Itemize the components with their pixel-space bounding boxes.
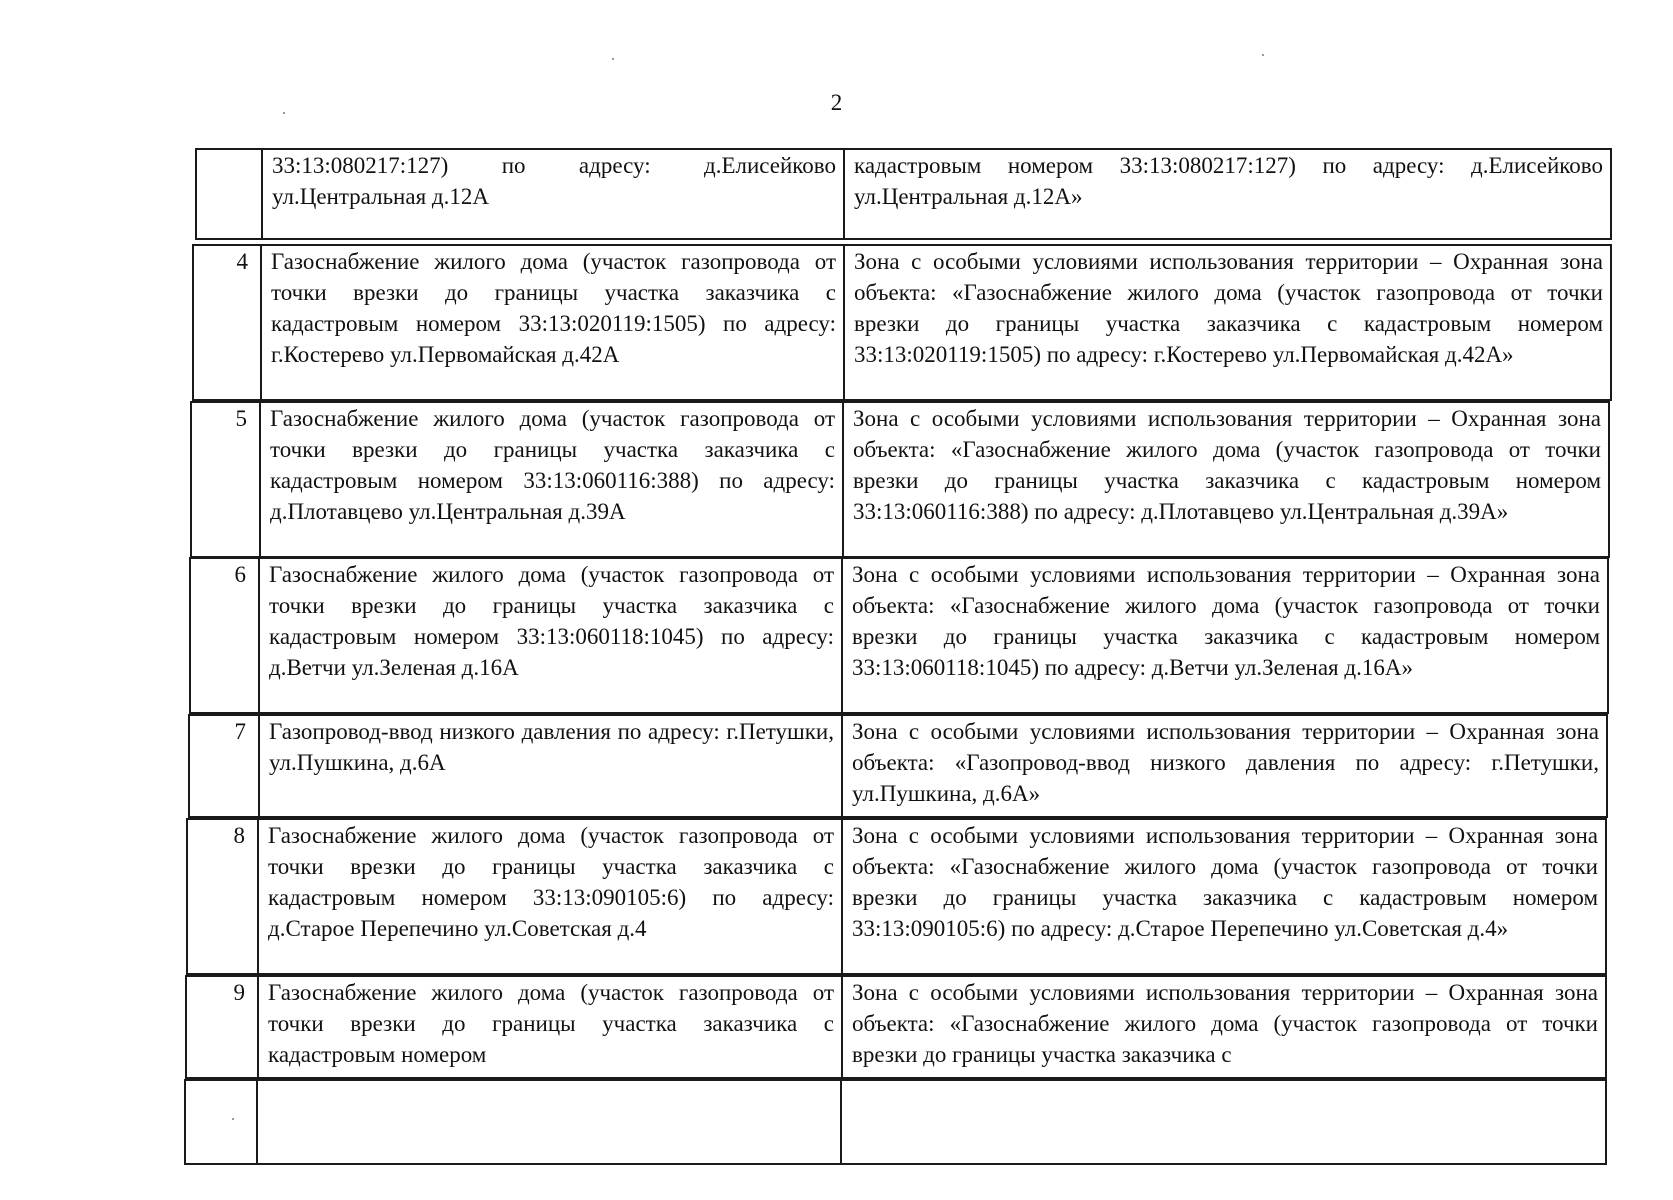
- table-row: [190, 401, 1610, 558]
- row-number: 5: [191, 402, 260, 557]
- object-name-cell: Газопровод-ввод низкого давления по адресу: г.Петушки, ул.Пушкина, д.6А: [259, 715, 842, 817]
- zone-description-cell: Зона с особыми условиями использования территории – Охранная зона объекта: «Газоснабжение жилого дома (участок газопровода от точки врезки до границы участка заказчика с кадастровым номером 33:13:060118:1045) по адресу: д.Ветчи ул.Зеленая д.16А»: [842, 558, 1608, 713]
- table-row: [195, 148, 1612, 240]
- table-row: [184, 1079, 1607, 1165]
- object-name-cell: [257, 1080, 841, 1164]
- row-number: 7: [189, 715, 259, 817]
- scan-speck: [232, 1118, 234, 1120]
- zone-description-cell: Зона с особыми условиями использования территории – Охранная зона объекта: «Газопровод-ввод низкого давления по адресу: г.Петушки, ул.Пушкина, д.6А»: [842, 715, 1607, 817]
- object-name-cell: Газоснабжение жилого дома (участок газопровода от точки врезки до границы участка заказчика с кадастровым номером 33:13:060116:388) по адресу: д.Плотавцево ул.Центральная д.39А: [260, 402, 843, 557]
- table-row: [186, 818, 1607, 975]
- table-row: [192, 244, 1612, 401]
- row-number: 6: [190, 558, 259, 713]
- row-number: 4: [193, 245, 261, 400]
- scan-speck: [1262, 54, 1264, 56]
- object-name-cell: 33:13:080217:127) по адресу: д.Елисейково ул.Центральная д.12А: [262, 149, 844, 239]
- scan-speck: [283, 112, 285, 114]
- object-name-cell: Газоснабжение жилого дома (участок газопровода от точки врезки до границы участка заказчика с кадастровым номером 33:13:060118:1045) по адресу: д.Ветчи ул.Зеленая д.16А: [259, 558, 842, 713]
- zone-description-cell: Зона с особыми условиями использования территории – Охранная зона объекта: «Газоснабжение жилого дома (участок газопровода от точки врезки до границы участка заказчика с кадастровым номером 33:13:020119:1505) по адресу: г.Костерево ул.Первомайская д.42А»: [844, 245, 1611, 400]
- zone-description-cell: Зона с особыми условиями использования территории – Охранная зона объекта: «Газоснабжение жилого дома (участок газопровода от точки врезки до границы участка заказчика с: [842, 976, 1606, 1078]
- row-number: 9: [186, 976, 258, 1078]
- object-name-cell: Газоснабжение жилого дома (участок газопровода от точки врезки до границы участка заказчика с кадастровым номером 33:13:020119:1505) по адресу: г.Костерево ул.Первомайская д.42А: [261, 245, 844, 400]
- row-number: [185, 1080, 257, 1164]
- scan-speck: [612, 58, 614, 60]
- zone-description-cell: Зона с особыми условиями использования территории – Охранная зона объекта: «Газоснабжение жилого дома (участок газопровода от точки врезки до границы участка заказчика с кадастровым номером 33:13:060116:388) по адресу: д.Плотавцево ул.Центральная д.39А»: [843, 402, 1609, 557]
- table-row: [189, 557, 1609, 714]
- zone-description-cell: кадастровым номером 33:13:080217:127) по адресу: д.Елисейково ул.Центральная д.12А»: [844, 149, 1611, 239]
- object-name-cell: Газоснабжение жилого дома (участок газопровода от точки врезки до границы участка заказчика с кадастровым номером 33:13:090105:6) по адресу: д.Старое Перепечино ул.Советская д.4: [258, 819, 842, 974]
- page-number: 2: [830, 90, 843, 115]
- object-name-cell: Газоснабжение жилого дома (участок газопровода от точки врезки до границы участка заказчика с кадастровым номером: [258, 976, 842, 1078]
- zone-description-cell: [841, 1080, 1606, 1164]
- table-row: [188, 714, 1608, 818]
- row-number: [196, 149, 262, 239]
- row-number: 8: [187, 819, 258, 974]
- zone-description-cell: Зона с особыми условиями использования территории – Охранная зона объекта: «Газоснабжение жилого дома (участок газопровода от точки врезки до границы участка заказчика с кадастровым номером 33:13:090105:6) по адресу: д.Старое Перепечино ул.Советская д.4»: [842, 819, 1606, 974]
- table-row: [185, 975, 1607, 1079]
